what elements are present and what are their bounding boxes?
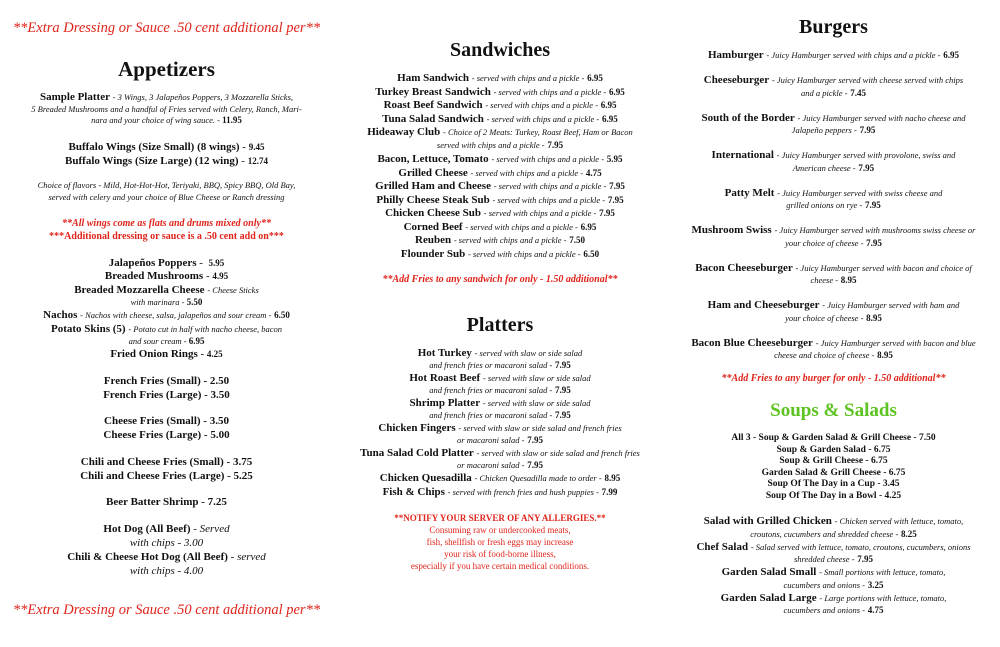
item-desc: - Juicy Hamburger served with bacon and choice of [795,262,972,273]
item-name: Ham and Cheeseburger [707,299,820,311]
onion-rings-item: Fried Onion Rings - 4.25 [110,348,223,360]
chili-dog-desc-2: with chips - 4.00 [129,565,204,577]
item-price: 7.95 [527,460,543,470]
sample-platter-desc-3: nara and your choice of wing sauce. - 11.95 [91,115,242,125]
item-price: 6.95 [602,113,618,124]
menu-item-line-2 [333,409,667,422]
menu-item-line-2 [667,349,1000,362]
menu-item [333,447,667,460]
item-price: 6.95 [580,221,597,232]
item-price: 7.95 [857,554,874,564]
soup-item: Soup Of The Day in a Bowl - 4.25 [765,491,902,501]
menu-item [667,74,1000,87]
soup-item: All 3 - Soup & Garden Salad & Grill Cheese - 7.50 [731,433,936,443]
jalapeno-item: Jalapeños Poppers - 5.95 [108,257,225,269]
item-name: Chicken Fingers [378,422,456,434]
item-name: Reuben [415,234,452,246]
item-price: 8.95 [604,473,621,483]
item-price: 7.95 [859,125,876,135]
item-name: Fish & Chips [382,485,445,498]
item-name: Hot Roast Beef [409,372,481,384]
mushrooms-item: Breaded Mushrooms - 4.95 [104,270,229,282]
item-desc: - served with chips and a pickle - [486,113,600,124]
item-desc: - served with chips and a pickle - [465,221,578,232]
menu-item-line-2 [667,528,1000,541]
menu-item-line-2 [667,312,1000,325]
menu-item-line-2 [667,199,1000,212]
item-price: 7.99 [601,486,618,497]
menu-item [333,153,667,166]
soup-item: Soup & Garden Salad - 6.75 [776,444,891,455]
item-desc: cheese and choice of cheese - [774,350,875,360]
wings-note-2: ***Additional dressing or sauce is a .50 cent add on*** [49,231,284,242]
item-desc: grilled onions on rye - [786,200,863,210]
menu-item [333,486,667,499]
menu-item-line-2 [333,359,667,372]
item-desc: or macaroni salad - [457,460,525,470]
item-desc: - served with chips and a pickle - [470,167,584,178]
allergy-line-3: your risk of food-borne illness, [444,549,556,559]
item-name: Philly Cheese Steak Sub [376,193,490,206]
allergy-title: **NOTIFY YOUR SERVER OF ANY ALLERGIES.** [394,513,606,523]
item-desc: - served with chips and a pickle - [491,154,605,164]
menu-item-line-2 [667,274,1000,287]
item-name: Garden Salad Small [721,566,817,578]
item-price: 7.50 [569,235,585,245]
soup-item: Soup & Grill Cheese - 6.75 [779,456,888,467]
item-price: 8.95 [866,312,882,323]
item-price: 4.75 [585,167,602,178]
allergy-line-2: fish, shellfish or fresh eggs may increase [426,537,574,547]
item-price: 7.95 [866,237,882,248]
item-name: Corned Beef [403,220,463,233]
item-name: Salad with Grilled Chicken [703,515,832,527]
mozzarella-desc-2: with marinara - 5.50 [130,297,203,307]
item-desc: - served with slaw or side salad [482,373,591,383]
item-desc: - Juicy Hamburger served with provolone, swiss and [776,150,956,160]
item-name: Mushroom Swiss [691,224,772,236]
allergy-line-1: Consuming raw or undercooked meats, [429,525,571,535]
menu-item [667,112,1000,125]
menu-item [667,299,1000,312]
item-desc: cucumbers and onions - [783,579,865,590]
menu-item-line-2 [667,579,1000,592]
item-desc: and french fries or macaroni salad - [429,410,553,420]
item-price: 6.95 [600,100,617,110]
item-price: 5.95 [606,154,623,164]
menu-item [333,221,667,234]
hot-dog-item: Hot Dog (All Beef) - Served [103,523,230,535]
item-name: Chicken Quesadilla [379,472,472,484]
item-desc: - Juicy Hamburger served with nacho cheese and [797,112,966,123]
beer-shrimp-item: Beer Batter Shrimp - 7.25 [106,496,227,508]
chili-fries-large-item: Chili and Cheese Fries (Large) - 5.25 [80,470,253,482]
item-name: Tuna Salad Sandwich [382,112,484,125]
item-desc: - served with chips and a pickle - [492,194,606,205]
menu-item [333,126,667,139]
soups-salads-title: Soups & Salads [770,400,897,421]
mozzarella-item: Breaded Mozzarella Cheese - Cheese Sticks [74,284,259,296]
item-price: 7.95 [865,200,881,210]
item-desc: - served with chips and a pickle - [485,100,598,110]
menu-item [333,372,667,385]
chili-fries-small-item: Chili and Cheese Fries (Small) - 3.75 [80,456,253,468]
menu-item [667,149,1000,162]
item-name: Garden Salad Large [720,591,817,604]
item-name: Turkey Breast Sandwich [375,85,491,98]
item-price: 7.95 [555,385,571,395]
item-price: 7.45 [850,87,866,98]
sample-platter-item [0,91,333,104]
item-desc: - Salad served with lettuce, tomato, croutons, cucumbers, onions [750,541,971,552]
menu-item-line-2 [667,124,1000,137]
item-price: 6.95 [608,86,625,97]
menu-item [667,566,1000,579]
item-price: 7.95 [858,162,875,173]
item-name: Ham Sandwich [397,72,469,84]
allergy-line-4: especially if you have certain medical conditions. [410,561,590,571]
menu-item [667,187,1000,200]
menu-item [333,194,667,207]
menu-item [333,472,667,485]
menu-item-line-2 [333,459,667,472]
menu-item-line-2 [667,604,1000,617]
menu-item [333,234,667,247]
item-desc: cucumbers and onions - [783,605,865,615]
item-name: Chef Salad [696,540,749,553]
item-desc: - Choice of 2 Meats: Turkey, Roast Beef, Ham or Bacon [442,127,633,137]
wings-small-item: Buffalo Wings (Size Small) (8 wings) - 9.45 [68,141,265,153]
menu-item-line-2 [667,87,1000,100]
chili-dog-item: Chili & Cheese Hot Dog (All Beef) - served [67,551,266,563]
item-name: Grilled Cheese [398,166,468,179]
item-desc: - served with chips and a pickle - [453,235,567,245]
item-desc: - served with slaw or side salad [482,398,591,408]
flavors-line-2: served with celery and your choice of Blue Cheese or Ranch dressing [48,192,285,202]
menu-item [667,515,1000,528]
cheese-fries-small-item: Cheese Fries (Small) - 3.50 [104,415,229,427]
item-desc: or macaroni salad - [457,435,525,445]
item-desc: and a pickle - [801,87,848,98]
item-desc: served with chips and a pickle - [436,139,545,150]
menu-item [333,72,667,85]
potato-skins-desc-2: and sour cream - 6.95 [128,336,205,346]
item-name: Bacon Cheeseburger [695,261,793,274]
sandwich-fries-note: **Add Fries to any sandwich for only - 1.50 additional** [382,274,618,285]
item-price: 8.95 [877,350,893,360]
item-name: South of the Border [701,111,795,124]
menu-item [333,422,667,435]
item-name: Bacon Blue Cheeseburger [691,336,813,349]
item-desc: - Juicy Hamburger served with chips and a pickle - [766,50,941,60]
item-desc: - 3 Wings, 3 Jalapeños Poppers, 3 Mozzarella Sticks, [112,92,293,102]
item-desc: - Small portions with lettuce, tomato, [819,567,946,577]
menu-item [333,347,667,360]
item-price: 6.95 [587,73,603,83]
item-desc: - Juicy Hamburger served with mushrooms swiss cheese or [774,225,976,235]
fries-small-item: French Fries (Small) - 2.50 [103,375,230,387]
item-desc: - Juicy Hamburger served with ham and [822,300,960,310]
extra-dressing-note-bottom: **Extra Dressing or Sauce .50 cent additional per** [12,602,321,618]
menu-item-line-2 [667,553,1000,566]
item-desc: - served with french fries and hush puppies - [447,486,599,497]
item-name: International [711,149,774,161]
menu-item [333,207,667,220]
item-name: Cheeseburger [703,74,770,86]
item-price: 7.95 [527,435,543,445]
menu-item [333,180,667,193]
menu-item-line-2 [333,434,667,447]
menu-item [667,337,1000,350]
menu-item [667,541,1000,554]
item-price: 6.50 [583,248,600,259]
item-price: 7.95 [607,194,624,205]
item-desc: and french fries or macaroni salad - [429,360,553,370]
item-price: 3.25 [867,579,884,590]
item-desc: your choice of cheese - [785,237,864,248]
item-desc: - Chicken served with lettuce, tomato, [834,516,964,526]
menu-item [667,592,1000,605]
menu-item [667,224,1000,237]
menu-item [333,248,667,261]
item-desc: cheese - [810,275,839,285]
extra-dressing-note-top: **Extra Dressing or Sauce .50 cent additional per** [12,20,321,36]
nachos-item: Nachos - Nachos with cheese, salsa, jalapeños and sour cream - 6.50 [43,309,290,321]
menu-item [333,86,667,99]
item-name: Shrimp Platter [409,397,481,409]
hot-dog-desc-2: with chips - 3.00 [129,537,204,549]
item-desc: - served with chips and a pickle - [493,86,607,97]
item-desc: - served with slaw or side salad and french fries [458,423,622,433]
item-name: Roast Beef Sandwich [383,99,483,111]
cheese-fries-large-item: Cheese Fries (Large) - 5.00 [103,429,230,441]
item-desc: - served with chips and a pickle - [483,208,597,218]
menu-item [333,113,667,126]
menu-item-line-2 [667,162,1000,175]
item-desc: - served with chips and a pickle - [493,181,607,191]
item-name: Hamburger [708,49,764,61]
soup-item: Soup Of The Day in a Cup - 3.45 [767,479,900,490]
burgers-title: Burgers [799,16,868,38]
item-desc: your choice of cheese - [785,312,864,323]
item-price: 8.95 [840,275,857,285]
potato-skins-item: Potato Skins (5) - Potato cut in half with nacho cheese, bacon [51,323,282,335]
menu-item-line-2 [333,139,667,152]
fries-large-item: French Fries (Large) - 3.50 [103,389,230,401]
item-price: 11.95 [222,115,242,125]
item-desc: - Juicy Hamburger served with swiss cheese and [777,187,943,198]
item-desc: - served with slaw or side salad and french fries [476,448,640,458]
item-desc: Jalapeño peppers - [791,125,857,135]
item-desc: and french fries or macaroni salad - [429,385,553,395]
platters-title: Platters [466,314,534,336]
item-price: 7.95 [555,410,571,420]
soup-item: Garden Salad & Grill Cheese - 6.75 [761,467,906,478]
wings-large-item: Buffalo Wings (Size Large) (12 wing) - 12.74 [65,155,268,167]
sandwiches-title: Sandwiches [449,39,551,61]
item-price: 7.95 [599,208,615,218]
menu-item-line-2 [333,384,667,397]
item-desc: - Juicy Hamburger served with bacon and blue [815,337,976,348]
item-name: Flounder Sub [400,247,466,260]
menu-item [333,167,667,180]
item-price: 7.95 [555,360,571,370]
appetizers-title: Appetizers [118,57,215,81]
sample-platter-desc-2: 5 Breaded Mushrooms and a handful of Fries served with Celery, Ranch, Mari- [31,104,302,114]
burger-fries-note: **Add Fries to any burger for only - 1.50 additional** [721,373,946,384]
item-price: 4.75 [867,605,884,615]
item-desc: - Large portions with lettuce, tomato, [819,592,947,603]
item-desc: - Juicy Hamburger served with cheese served with chips [771,75,964,85]
item-name: Hideaway Club [367,126,441,138]
item-price: 7.95 [609,181,625,191]
item-desc: American cheese - [792,162,856,173]
wings-note-1: **All wings come as flats and drums mixed only** [62,218,271,229]
item-desc: - served with chips and a pickle - [467,248,581,259]
item-name: Sample Platter [40,91,110,103]
item-name: Tuna Salad Cold Platter [360,447,474,459]
item-name: Bacon, Lettuce, Tomato [377,153,489,165]
item-desc: shredded cheese - [793,554,855,564]
item-price: 8.25 [901,528,917,539]
menu-item [667,262,1000,275]
item-name: Grilled Ham and Cheese [375,180,491,192]
menu-item [667,49,1000,62]
item-name: Patty Melt [724,186,775,199]
item-desc: - Chicken Quesadilla made to order - [474,473,602,483]
menu-item-line-2 [667,237,1000,250]
item-name: Chicken Cheese Sub [385,207,482,219]
item-name: Hot Turkey [417,347,472,359]
item-desc: - served with slaw or side salad [474,348,583,358]
item-price: 6.95 [943,50,959,60]
flavors-line-1: Choice of flavors - Mild, Hot-Hot-Hot, Teriyaki, BBQ, Spicy BBQ, Old Bay, [37,180,296,190]
item-desc: croutons, cucumbers and shredded cheese - [750,528,899,539]
menu-item [333,99,667,112]
menu-item [333,397,667,410]
item-desc: - served with chips and a pickle - [471,73,585,83]
item-price: 7.95 [547,139,564,150]
